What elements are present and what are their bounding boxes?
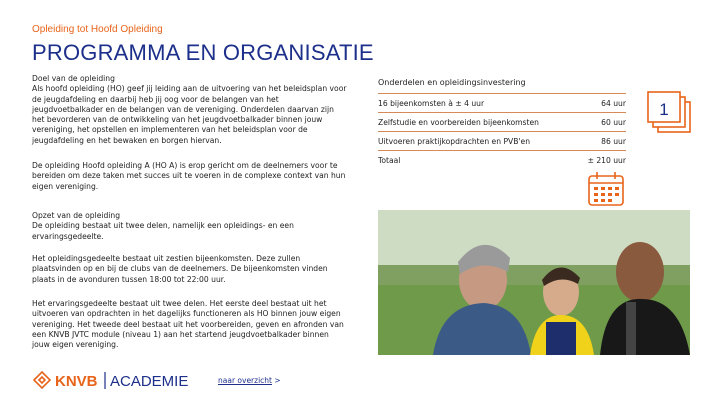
ervaringsgedeelte-text: Het ervaringsgedeelte bestaat uit twee delen. Het eerste deel bestaat uit het uitvoeren van opdrachten in het dagelijks functioneren als HO binnen jouw eigen vereniging. Het tweede deel bestaat uit het voorbereiden, geven en afronden van een KNVB JVTC module (niveau 1) aan het startend jeugdvoetbalkader binnen jouw eigen vereniging. — [32, 299, 344, 350]
row-label: 16 bijeenkomsten à ± 4 uur — [378, 94, 566, 113]
overview-link-wrap — [218, 376, 281, 385]
investment-table — [378, 93, 626, 169]
opzet-heading: Opzet van de opleiding — [32, 211, 121, 220]
stacked-pages-icon — [644, 88, 692, 134]
page-title: PROGRAMMA EN ORGANISATIE — [32, 40, 374, 65]
link-arrow: > — [274, 376, 281, 385]
academie-text: ACADEMIE — [110, 373, 189, 390]
doel-section — [32, 74, 348, 146]
total-value: ± 210 uur — [587, 155, 626, 165]
row-label: Zelfstudie en voorbereiden bijeenkomsten — [378, 113, 566, 132]
doel-text: Als hoofd opleiding (HO) geef jij leiding aan de uitvoering van het beleidsplan voor de jeugdafdeling en daarbij heb jij oog voor de belangen van het jeugdvoetbalkader en de belangen van de vereniging. Onderdelen daarvan zijn het bevorderen van de ontwikkeling van het jeugdvoetbalkader binnen jouw vereniging, het opstellen en implementeren van het beleidsplan voor de jeugdafdeling en het bewaken en borgen hiervan. — [32, 84, 347, 145]
photo-coaches — [378, 210, 690, 355]
total-label: Totaal — [378, 155, 401, 165]
table-row — [378, 132, 626, 151]
breadcrumb: Opleiding tot Hoofd Opleiding — [32, 24, 163, 35]
doel-text-2: De opleiding Hoofd opleiding A (HO A) is erop gericht om de deelnemers voor te bereiden om deze taken met succes uit te voeren in de complexe context van hun eigen vereniging. — [32, 161, 346, 191]
badge-number: 1 — [659, 100, 669, 119]
opzet-section — [32, 211, 348, 242]
row-label: Uitvoeren praktijkopdrachten en PVB'en — [378, 132, 566, 151]
table-row — [378, 94, 626, 113]
row-value: 86 uur — [566, 132, 626, 151]
calendar-icon — [586, 171, 626, 207]
opzet-text: De opleiding bestaat uit twee delen, namelijk een opleidings- en een ervaringsgedeelte. — [32, 221, 294, 241]
investment-heading: Onderdelen en opleidingsinvestering — [378, 78, 526, 87]
doel-heading: Doel van de opleiding — [32, 74, 115, 83]
row-value: 60 uur — [566, 113, 626, 132]
opleidingsgedeelte-text: Het opleidingsgedeelte bestaat uit zestien bijeenkomsten. Deze zullen plaatsvinden op en bij de clubs van de deelnemers. De bijeenkomsten vinden plaats in de avonduren tussen 18:00 tot 22:00 uur. — [32, 254, 328, 284]
knvb-academie-logo — [30, 368, 210, 392]
table-total-row — [378, 151, 626, 170]
row-value: 64 uur — [566, 94, 626, 113]
brand-text: KNVB — [55, 373, 98, 390]
overview-link[interactable]: naar overzicht — [218, 376, 272, 385]
table-row — [378, 113, 626, 132]
